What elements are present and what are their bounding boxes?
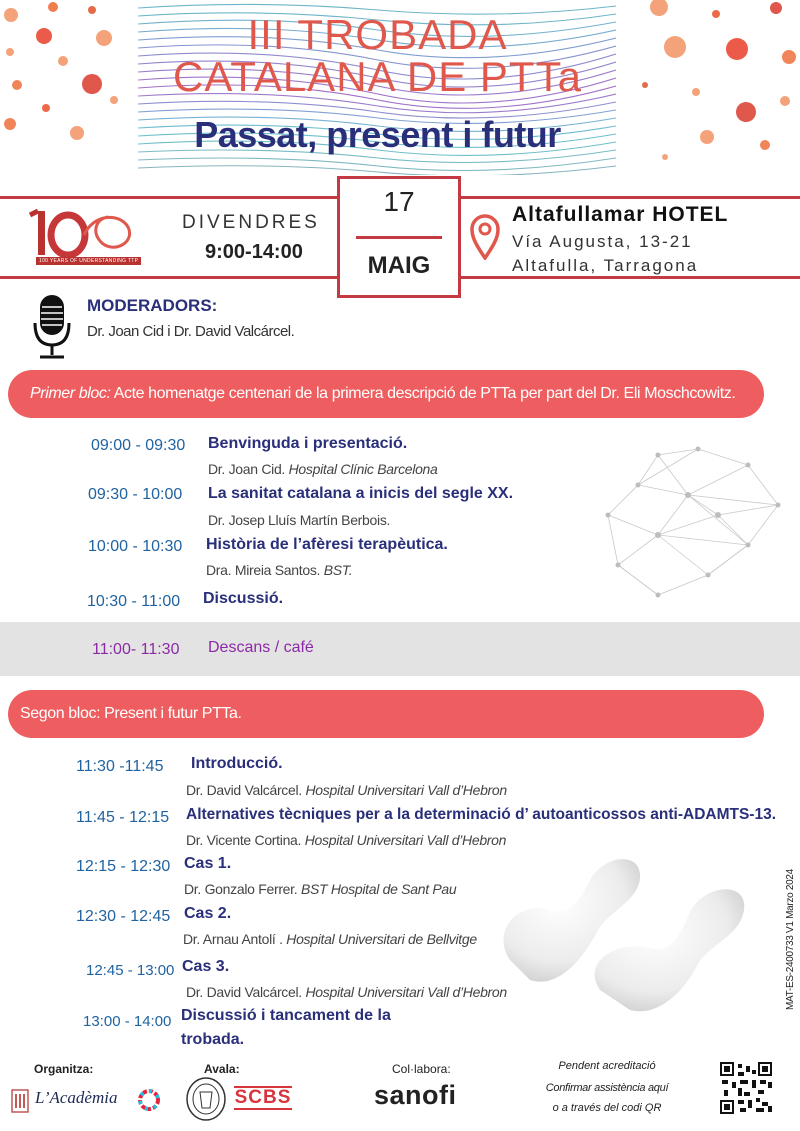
organitza-label: Organitza:	[34, 1062, 94, 1076]
venue-address-line1: Vía Augusta, 13-21	[512, 232, 693, 251]
schedule-time: 10:30 - 11:00	[87, 593, 181, 610]
confirm-attendance-link[interactable]: Confirmar assistència aquí	[545, 1082, 669, 1094]
moderators-title: MODERADORS:	[87, 296, 218, 315]
event-title-line2: CATALANA DE PTTa	[173, 53, 582, 100]
event-day: 17	[383, 186, 415, 217]
academia-name: L’Acadèmia	[35, 1088, 118, 1107]
schedule-title: Cas 2.	[184, 905, 232, 922]
schedule-speaker: Dr. Gonzalo Ferrer. BST Hospital de Sant Pau	[184, 881, 457, 897]
schedule-time: 12:15 - 12:30	[76, 858, 171, 875]
moderators-names: Dr. Joan Cid i Dr. David Valcárcel.	[87, 323, 295, 340]
academia-logo	[10, 1084, 180, 1118]
schedule-title: Cas 3.	[182, 958, 230, 975]
avala-label: Avala:	[204, 1062, 240, 1076]
event-subtitle: Passat, present i futur	[194, 114, 561, 155]
bloc2-text: Present i futur PTTa.	[100, 705, 242, 722]
avala-seal-icon	[184, 1076, 228, 1122]
schedule-time: 13:00 - 14:00	[83, 1013, 172, 1030]
hundred-years-logo	[24, 203, 144, 269]
schedule-time: 09:30 - 10:00	[88, 486, 183, 503]
schedule-title: La sanitat catalana a inicis del segle XX.	[208, 485, 514, 502]
schedule-speaker: Dr. Vicente Cortina. Hospital Universitari Vall d’Hebron	[186, 832, 507, 848]
accreditation-pending: Pendent acreditació	[558, 1060, 656, 1072]
schedule-speaker: Dr. Josep Lluís Martín Berbois.	[208, 512, 391, 528]
schedule-title-cont: trobada.	[181, 1031, 245, 1048]
event-hours: 9:00-14:00	[205, 241, 303, 263]
break-time: 11:00- 11:30	[92, 641, 180, 658]
bloc1-label: Primer bloc:	[30, 385, 111, 402]
schedule-title: Discussió i tancament de la	[181, 1007, 391, 1024]
scbs-text: SCBS	[234, 1087, 292, 1108]
qr-code[interactable]	[720, 1062, 772, 1114]
collabora-label: Col·labora:	[392, 1062, 451, 1076]
sdg-wheel-icon	[138, 1089, 160, 1111]
hundred-years-caption: 100 YEARS OF UNDERSTANDING TTP	[36, 257, 141, 265]
schedule-title: Alternatives tècniques per a la determinació d’ autoanticossos anti-ADAMTS-13.	[186, 806, 777, 823]
venue-name: Altafullamar HOTEL	[512, 203, 729, 226]
venue-address-line2: Altafulla, Tarragona	[512, 256, 699, 275]
event-title-line1: III TROBADA	[247, 11, 508, 58]
academia-shield-icon	[10, 1088, 30, 1114]
molecule-graphic	[490, 840, 770, 1020]
network-graphic	[598, 445, 798, 610]
microphone-icon	[32, 295, 72, 361]
schedule-title: Introducció.	[191, 755, 283, 772]
schedule-time: 11:30 -11:45	[76, 758, 164, 775]
bloc1-banner	[8, 370, 764, 418]
schedule-time: 10:00 - 10:30	[88, 538, 183, 555]
schedule-time: 09:00 - 09:30	[91, 437, 186, 454]
bloc2-label: Segon bloc:	[20, 705, 101, 722]
event-weekday: DIVENDRES	[182, 212, 320, 233]
event-month: MAIG	[367, 252, 431, 279]
schedule-speaker: Dr. David Valcárcel. Hospital Universitari Vall d’Hebron	[186, 782, 507, 798]
schedule-speaker: Dra. Mireia Santos. BST.	[206, 562, 353, 578]
schedule-speaker: Dr. David Valcárcel. Hospital Universitari Vall d’Hebron	[186, 984, 507, 1000]
schedule-time: 12:30 - 12:45	[76, 908, 171, 925]
location-pin-icon	[470, 214, 500, 260]
sanofi-logo: sanofi	[374, 1080, 457, 1110]
document-code: MAT-ES-2400733 V1 Marzo 2024	[785, 869, 796, 1010]
confirm-via-qr: o a través del codi QR	[552, 1102, 662, 1114]
bloc2-banner	[8, 690, 764, 738]
scbs-logo	[234, 1086, 292, 1112]
schedule-title: Història de l’afèresi terapèutica.	[206, 536, 448, 553]
schedule-title: Cas 1.	[184, 855, 232, 872]
bloc1-text: Acte homenatge centenari de la primera descripció de PTTa per part del Dr. Eli Moschcowitz.	[110, 385, 736, 402]
schedule-time: 11:45 - 12:15	[76, 809, 170, 826]
schedule-title: Benvinguda i presentació.	[208, 435, 408, 452]
break-label: Descans / café	[208, 639, 314, 656]
schedule-speaker: Dr. Joan Cid. Hospital Clínic Barcelona	[208, 461, 438, 477]
schedule-time: 12:45 - 13:00	[86, 962, 175, 979]
schedule-speaker: Dr. Arnau Antolí . Hospital Universitari de Bellvitge	[183, 931, 477, 947]
date-divider	[356, 236, 442, 239]
schedule-title: Discussió.	[203, 590, 284, 607]
